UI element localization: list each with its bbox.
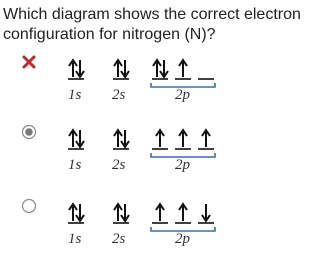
orbital-diagram-2: [0, 120, 333, 190]
label-2p: 2p: [175, 231, 190, 247]
label-2s: 2s: [112, 231, 126, 247]
answer-option-3[interactable]: [0, 194, 333, 264]
question-line-2: configuration for nitrogen (N)?: [3, 26, 216, 43]
orbital-diagram-3: [0, 194, 333, 264]
question-line-1: Which diagram shows the correct electron: [3, 6, 301, 23]
orbital-diagram-1: [0, 50, 333, 120]
label-2p: 2p: [175, 87, 190, 103]
label-2p: 2p: [175, 157, 190, 173]
label-1s: 1s: [68, 87, 82, 103]
label-2s: 2s: [112, 157, 126, 173]
label-1s: 1s: [68, 231, 82, 247]
question-text: [3, 5, 329, 45]
answer-option-2[interactable]: [0, 120, 333, 190]
answer-option-1: [0, 50, 333, 120]
label-1s: 1s: [68, 157, 82, 173]
label-2s: 2s: [112, 87, 126, 103]
